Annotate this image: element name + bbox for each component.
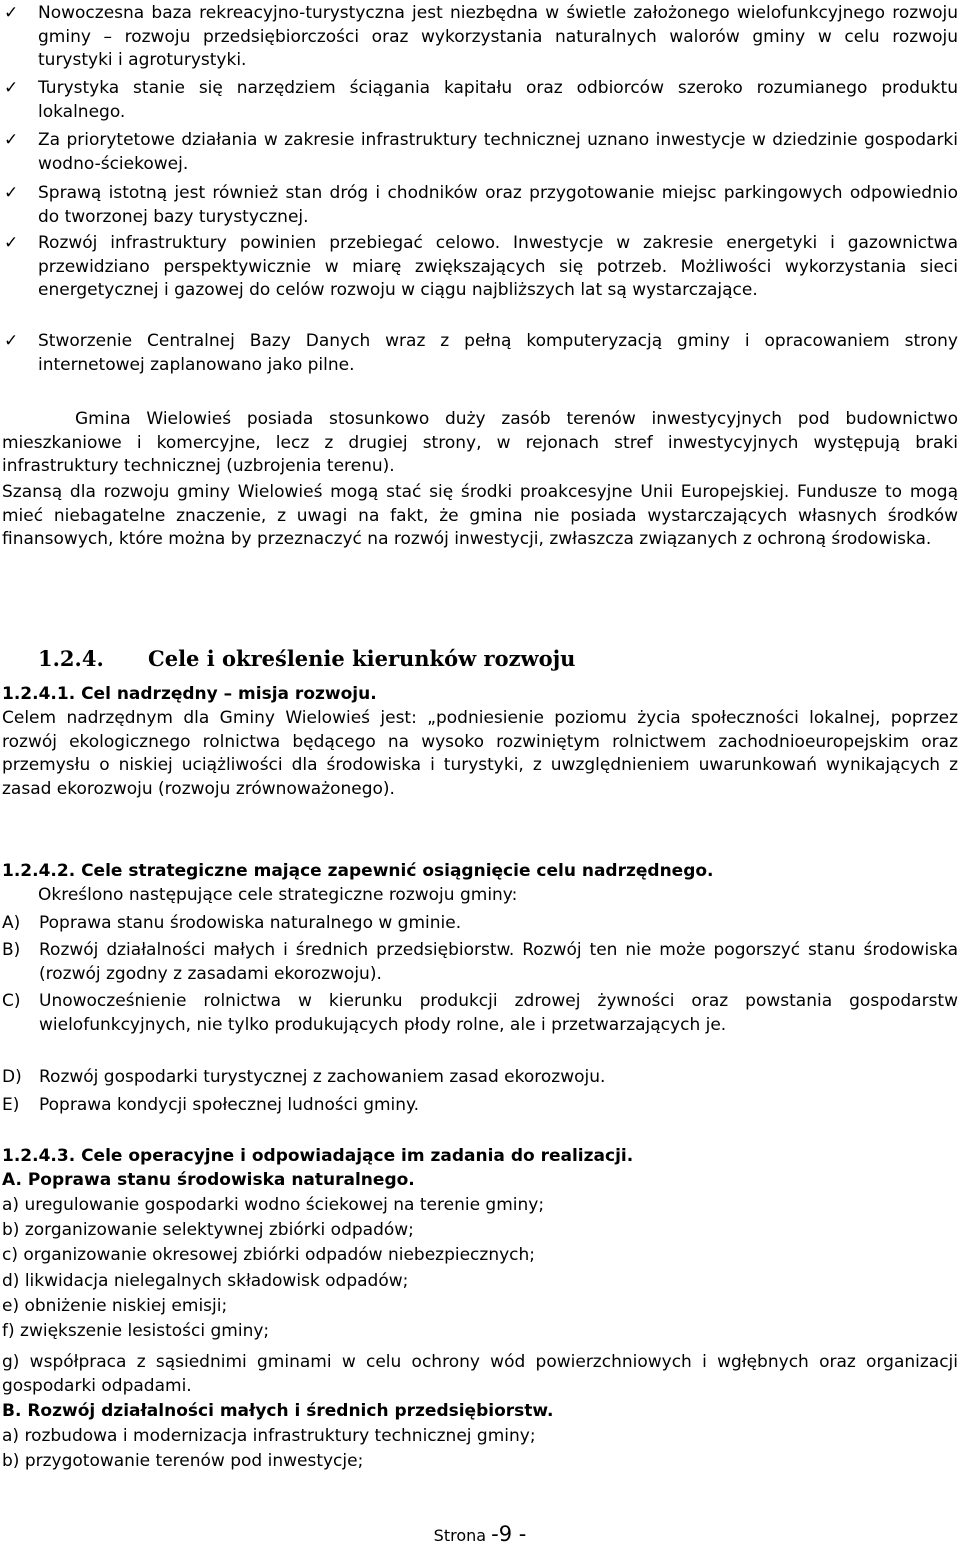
list-text: Poprawa stanu środowiska naturalnego w gminie. xyxy=(39,913,462,933)
bullet-item xyxy=(4,77,958,124)
checkmark-icon: ✓ xyxy=(4,78,19,98)
list-item xyxy=(2,939,958,986)
mission-paragraph: Celem nadrzędnym dla Gminy Wielowieś jest: „podniesienie poziomu życia społeczności lokalnej, poprzez rozwój ekologicznego rolnictwa będącego na wysoko rozwiniętym rolnictwem zachodnioeuropejskim oraz przemysłu o niskiej uciążliwości dla środowiska i turystyki, z uwzględnieniem uwarunkowań wynikających z zasad ekorozwoju (rozwoju zrównoważonego). xyxy=(2,708,958,799)
strategic-intro: Określono następujące cele strategiczne rozwoju gminy: xyxy=(38,885,518,905)
section-heading xyxy=(38,646,575,671)
page-number: -9 - xyxy=(491,1522,527,1546)
list-item: c) organizowanie okresowej zbiórki odpadów niebezpiecznych; xyxy=(2,1245,536,1265)
section-title: Cele i określenie kierunków rozwoju xyxy=(148,646,576,671)
bullet-item xyxy=(4,182,958,229)
bullet-text: Nowoczesna baza rekreacyjno-turystyczna jest niezbędna w świetle założonego wielofunkcyjnego rozwoju gminy – rozwoju przedsiębiorczości oraz wykorzystania naturalnych walorów gminy w celu rozwoju turystyki i agroturystyki. xyxy=(38,3,958,70)
list-label: E) xyxy=(2,1095,20,1115)
bullet-item xyxy=(4,330,958,377)
list-item: b) przygotowanie terenów pod inwestycje; xyxy=(2,1451,364,1471)
page-footer xyxy=(0,1522,960,1546)
list-label: A) xyxy=(2,913,21,933)
list-label: D) xyxy=(2,1067,22,1087)
bullet-item xyxy=(4,2,958,73)
footer-label: Strona xyxy=(433,1526,487,1545)
list-item: d) likwidacja nielegalnych składowisk odpadów; xyxy=(2,1271,409,1291)
subsection-heading: 1.2.4.2. Cele strategiczne mające zapewnić osiągnięcie celu nadrzędnego. xyxy=(2,861,714,881)
list-item xyxy=(2,1094,958,1118)
goal-group-heading: A. Poprawa stanu środowiska naturalnego. xyxy=(2,1170,415,1190)
list-item xyxy=(2,990,958,1037)
list-label: B) xyxy=(2,940,21,960)
checkmark-icon: ✓ xyxy=(4,331,19,351)
bullet-text: Rozwój infrastruktury powinien przebiegać celowo. Inwestycje w zakresie energetyki i gazownictwa przewidziano perspektywicznie w miarę zwiększających się potrzeb. Możliwości wykorzystania sieci energetycznej i gazowej do celów rozwoju w ciągu najbliższych lat są wystarczające. xyxy=(38,233,958,300)
subsection-heading: 1.2.4.3. Cele operacyjne i odpowiadające im zadania do realizacji. xyxy=(2,1146,634,1166)
list-item xyxy=(2,912,958,936)
paragraph-gmina: Gmina Wielowieś posiada stosunkowo duży zasób terenów inwestycyjnych pod budownictwo mieszkaniowe i komercyjne, lecz z drugiej strony, w rejonach stref inwestycyjnych występują braki infrastruktury technicznej (uzbrojenia terenu). xyxy=(2,409,958,476)
list-item: e) obniżenie niskiej emisji; xyxy=(2,1296,228,1316)
list-item: a) rozbudowa i modernizacja infrastruktury technicznej gminy; xyxy=(2,1426,536,1446)
checkmark-icon: ✓ xyxy=(4,233,19,253)
bullet-item xyxy=(4,129,958,176)
list-text: Rozwój działalności małych i średnich przedsiębiorstw. Rozwój ten nie może pogorszyć stanu środowiska (rozwój zgodny z zasadami ekorozwoju). xyxy=(39,940,958,984)
list-label: C) xyxy=(2,991,21,1011)
list-text: Poprawa kondycji społecznej ludności gminy. xyxy=(39,1095,420,1115)
list-item: a) uregulowanie gospodarki wodno ściekowej na terenie gminy; xyxy=(2,1195,545,1215)
section-number: 1.2.4. xyxy=(38,646,104,671)
list-text: Unowocześnienie rolnictwa w kierunku produkcji zdrowej żywności oraz powstania gospodarstw wielofunkcyjnych, nie tylko produkujących płody rolne, ale i przetwarzających je. xyxy=(39,991,958,1035)
bullet-text: Stworzenie Centralnej Bazy Danych wraz z pełną komputeryzacją gminy i opracowaniem strony internetowej zaplanowano jako pilne. xyxy=(38,331,958,375)
bullet-text: Za priorytetowe działania w zakresie infrastruktury technicznej uznano inwestycje w dziedzinie gospodarki wodno-ściekowej. xyxy=(38,130,958,174)
list-item: b) zorganizowanie selektywnej zbiórki odpadów; xyxy=(2,1220,414,1240)
list-item xyxy=(2,1066,958,1090)
checkmark-icon: ✓ xyxy=(4,183,19,203)
goal-group-heading: B. Rozwój działalności małych i średnich przedsiębiorstw. xyxy=(2,1401,554,1421)
bullet-text: Sprawą istotną jest również stan dróg i chodników oraz przygotowanie miejsc parkingowych odpowiednio do tworzonej bazy turystycznej. xyxy=(38,183,958,227)
paragraph-szansa: Szansą dla rozwoju gminy Wielowieś mogą stać się środki proakcesyjne Unii Europejskiej. Fundusze to mogą mieć niebagatelne znaczenie, z uwagi na fakt, że gmina nie posiada wystarczających własnych środków finansowych, które można by przeznaczyć na rozwój inwestycji, zwłaszcza związanych z ochroną środowiska. xyxy=(2,482,958,549)
bullet-item xyxy=(4,232,958,303)
checkmark-icon: ✓ xyxy=(4,3,19,23)
list-item: f) zwiększenie lesistości gminy; xyxy=(2,1321,270,1341)
list-item: g) współpraca z sąsiednimi gminami w celu ochrony wód powierzchniowych i wgłębnych oraz organizacji gospodarki odpadami. xyxy=(2,1352,958,1396)
bullet-text: Turystyka stanie się narzędziem ściągania kapitału oraz odbiorców szeroko rozumianego produktu lokalnego. xyxy=(38,78,958,122)
subsection-heading: 1.2.4.1. Cel nadrzędny – misja rozwoju. xyxy=(2,684,377,704)
checkmark-icon: ✓ xyxy=(4,130,19,150)
list-text: Rozwój gospodarki turystycznej z zachowaniem zasad ekorozwoju. xyxy=(39,1067,606,1087)
